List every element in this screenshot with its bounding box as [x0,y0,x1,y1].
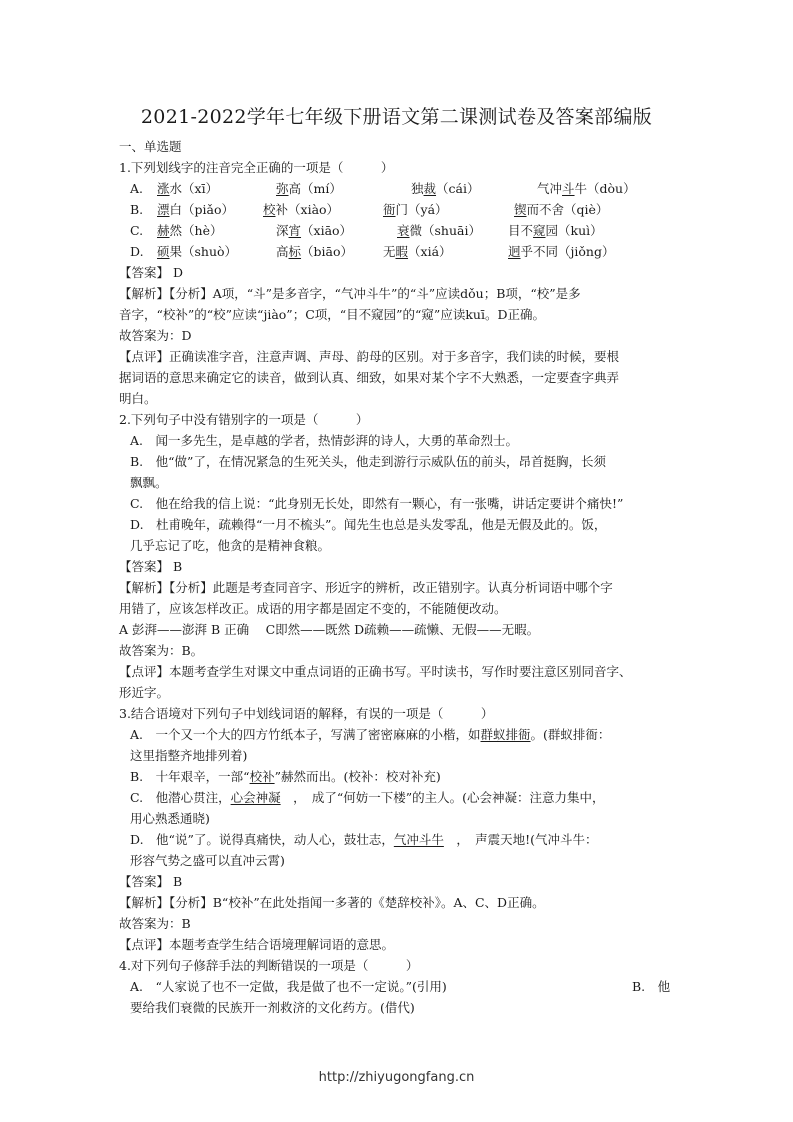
q1-comment-line1: 【点评】正确读准字音，注意声调、声母、韵母的区别。对于多音字，我们读的时候，要根 [119,349,620,364]
option-text: D. 他“说”了。说得真痛快，动人心，鼓壮志， [130,832,394,847]
q3-option-c-line1 [130,789,605,807]
q3-option-a-line2: 这里指整齐地排列着) [130,748,248,763]
q1-option-c-item4 [508,222,603,240]
q3-option-a-line1 [130,726,610,744]
option-text: A. 一个又一个大的四方竹纸本子，写满了密密麻麻的小楷，如 [130,727,481,742]
underlined-phrase: 校补 [249,769,275,784]
pinyin-text: 补（xiào） [275,202,340,217]
q3-final-answer: 故答案为：B [119,916,191,931]
option-text: C. 他潜心贯注， [130,790,231,805]
underlined-char: 裁 [423,181,437,196]
q2-stem: 2.下列句子中没有错别字的一项是（ ） [119,412,369,427]
pinyin-text: （xiāo） [301,223,353,238]
underlined-char: 衙 [383,202,396,217]
pinyin-text: 高（mí） [288,181,342,196]
pinyin-text: 水（xī） [169,181,219,196]
plain-char: 深 [276,223,289,238]
pinyin-text: （biāo） [301,244,354,259]
q2-comment-line2: 形近字。 [119,685,170,700]
q1-option-c-label: C. [130,223,144,238]
q1-comment-line2: 据词语的意思来确定它的读音，做到认真、细致，如果对某个字不大熟悉，一定要查字典弄 [119,370,620,385]
option-text: ， 成了“何妨一下楼”的主人。(心会神凝：注意力集中， [280,790,605,805]
q1-option-c-item2 [276,222,352,240]
q1-option-b-item1 [157,201,234,219]
q2-option-b-line2: 飘飘。 [130,475,168,490]
q3-analysis: 【解析】【分析】B“校补”在此处指闻一多著的《楚辞校补》。A、C、D正确。 [119,895,545,910]
q1-option-a-item2 [276,180,342,198]
underlined-char: 赫 [157,223,170,238]
q3-comment: 【点评】本题考查学生结合语境理解词语的意思。 [119,937,395,952]
option-text: ， 声震天地!(气冲斗牛： [443,832,598,847]
q1-analysis-line1: 【解析】【分析】A项，“斗”是多音字，“气冲斗牛”的“斗”应读dǒu；B项，“校”是多 [119,286,581,301]
pinyin-text: 门（yá） [395,202,448,217]
q1-analysis-line2: 音字，“校补”的“校”应读“jiào”；C项，“目不窥园”的“窥”应读kuī。D正确。 [119,307,545,322]
underlined-char: 迥 [508,244,521,259]
underlined-char: 宵 [288,223,302,238]
underlined-phrase: 气冲斗牛 [393,832,444,847]
underlined-phrase: 心会神凝 [230,790,281,805]
pinyin-text: （xiá） [408,244,452,259]
q1-option-d-item1 [157,243,237,261]
pinyin-text: 园（kuì） [545,223,603,238]
q3-option-b [130,768,441,786]
q3-answer: 【答案】 B [119,874,183,889]
underlined-char: 涨 [157,181,170,196]
page-title: 2021-2022学年七年级下册语文第二课测试卷及答案部编版 [140,106,653,128]
q2-option-b-line1: B. 他“做”了，在情况紧急的生死关头，他走到游行示威队伍的前头，昂首挺胸，长须 [130,454,606,469]
q1-option-b-item2 [263,201,339,219]
plain-char: 高 [276,244,289,259]
pinyin-text: 牛（dòu） [574,181,636,196]
underlined-char: 硕 [157,244,170,259]
q2-comment-line1: 【点评】本题考查学生对课文中重点词语的正确书写。平时读书，写作时要注意区别同音字、 [119,664,632,679]
q1-option-a-label: A. [130,181,144,196]
q1-option-a-item3 [411,180,479,198]
q1-option-d-item3 [383,243,452,261]
pinyin-text: 乎不同（jiǒng） [520,244,615,259]
underlined-char: 衰 [397,223,410,238]
q2-analysis-line2: 用错了，应该怎样改正。成语的用字都是固定不变的，不能随便改动。 [119,601,507,616]
section-heading: 一、单选题 [119,139,182,154]
option-text: 。(群蚁排衙： [530,727,611,742]
pinyin-text: 而不舍（qiè） [526,202,609,217]
q1-option-c-item3 [397,222,481,240]
option-text: B. 十年艰辛，一部“ [130,769,250,784]
q3-option-d-line2: 形容气势之盛可以直冲云霄) [130,853,285,868]
pinyin-text: 白（piǎo） [169,202,234,217]
q2-answer: 【答案】 B [119,559,183,574]
plain-char: 气冲 [537,181,563,196]
q1-option-a-item1 [157,180,218,198]
underlined-char: 漂 [157,202,170,217]
q1-option-c-item1 [157,222,222,240]
pinyin-text: 然（hè） [169,223,223,238]
q1-option-a-item4 [537,180,636,198]
pinyin-text: 果（shuò） [169,244,238,259]
q1-comment-line3: 明白。 [119,391,157,406]
q2-analysis-line1: 【解析】【分析】此题是考查同音字、形近字的辨析，改正错别字。认真分析词语中哪个字 [119,580,613,595]
q4-option-b-label: B. 他 [632,979,671,994]
q2-option-d-line1: D. 杜甫晚年，疏赖得“一月不梳头”。闻先生也总是头发零乱，他是无假及此的。饭， [130,517,607,532]
pinyin-text: 微（shuāi） [409,223,481,238]
plain-char: 目不 [508,223,534,238]
plain-char: 无 [383,244,396,259]
q3-stem: 3.结合语境对下列句子中划线词语的解释，有误的一项是（ ） [119,706,494,721]
underlined-char: 窥 [533,223,546,238]
q3-option-c-line2: 用心熟悉通晓) [130,811,210,826]
underlined-char: 斗 [562,181,575,196]
q2-analysis-line3: A 彭湃——澎湃 B 正确 C即然——既然 D疏赖——疏懒、无假——无暇。 [119,622,540,637]
q1-option-d-item2 [276,243,353,261]
underlined-char: 校 [263,202,276,217]
q1-option-b-item4 [514,201,608,219]
q1-answer: 【答案】 D [119,265,183,280]
q2-option-c: C. 他在给我的信上说：“此身别无长处，即然有一颗心，有一张嘴，讲话定要讲个痛快!” [130,496,624,511]
q1-option-b-label: B. [130,202,144,217]
option-text: ”赫然而出。(校补：校对补充) [274,769,441,784]
underlined-char: 锲 [514,202,527,217]
underlined-char: 标 [288,244,302,259]
q4-stem: 4.对下列句子修辞手法的判断错误的一项是（ ） [119,958,419,973]
underlined-char: 弥 [276,181,289,196]
q1-final-answer: 故答案为：D [119,328,192,343]
q4-option-b-line2: 要给我们衰微的民族开一剂救济的文化药方。(借代) [130,1000,415,1015]
q2-option-a: A. 闻一多先生，是卓越的学者，热情彭湃的诗人，大勇的革命烈士。 [130,433,519,448]
q1-option-d-item4 [508,243,614,261]
underlined-phrase: 群蚁排衙 [480,727,531,742]
underlined-char: 暇 [395,244,409,259]
q1-option-b-item3 [383,201,448,219]
q4-option-a: A. “人家说了也不一定做，我是做了也不一定说。”(引用) [130,979,447,994]
plain-char: 独 [411,181,424,196]
pinyin-text: （cái） [436,181,480,196]
q1-stem: 1.下列划线字的注音完全正确的一项是（ ） [119,160,394,175]
q3-option-d-line1 [130,831,598,849]
footer-url: http://zhiyugongfang.cn [318,1070,475,1085]
q2-final-answer: 故答案为：B。 [119,643,204,658]
q1-option-d-label: D. [130,244,144,259]
q2-option-d-line2: 几乎忘记了吃，他贪的是精神食粮。 [130,538,331,553]
